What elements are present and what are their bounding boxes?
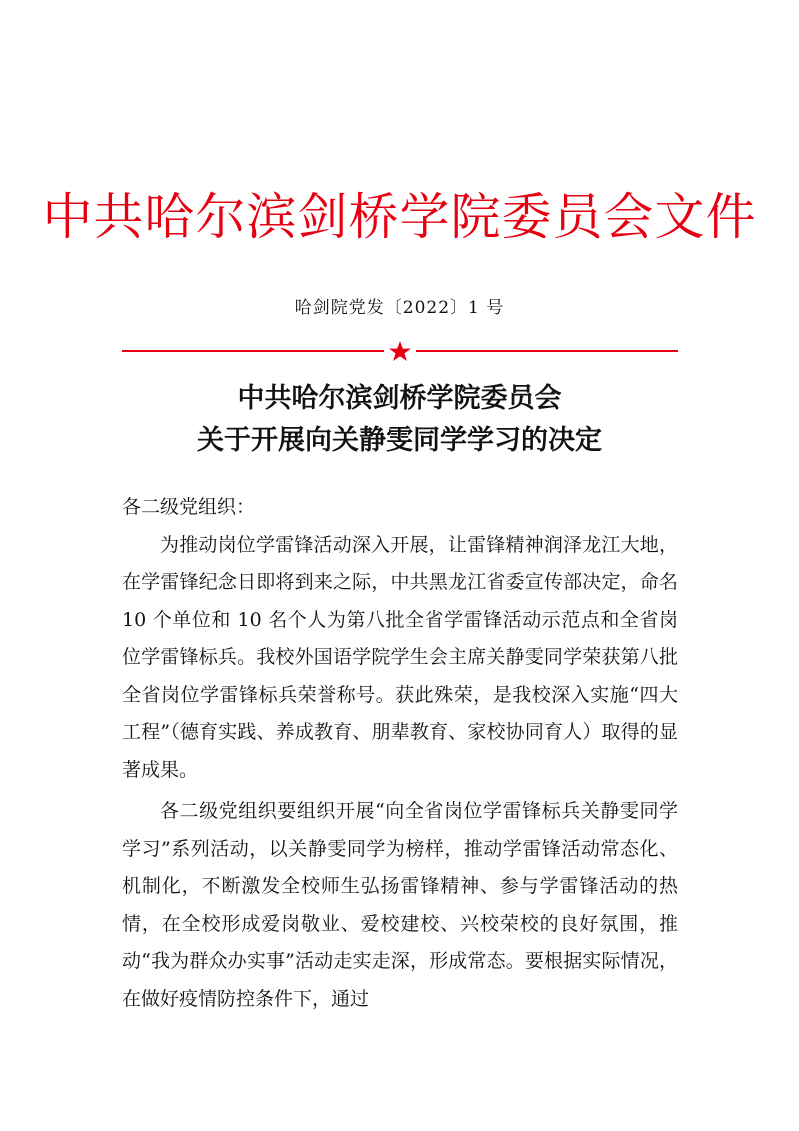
divider-line-right xyxy=(416,350,678,352)
header-divider xyxy=(122,340,678,362)
document-body xyxy=(122,489,678,1018)
divider-line-left xyxy=(122,350,384,352)
body-paragraph: 各二级党组织要组织开展“向全省岗位学雷锋标兵关静雯同学学习”系列活动，以关静雯同学为榜样，推动学雷锋活动常态化、机制化，不断激发全校师生弘扬雷锋精神、参与学雷锋活动的热情，在全校形成爱岗敬业、爱校建校、兴校荣校的良好氛围，推动“我为群众办实事”活动走实走深，形成常态。要根据实际情况，在做好疫情防控条件下，通过 xyxy=(122,800,678,1010)
title-line-1: 中共哈尔滨剑桥学院委员会 xyxy=(237,383,562,414)
document-header-title: 中共哈尔滨剑桥学院委员会文件 xyxy=(42,188,757,246)
title-line-2: 关于开展向关静雯同学学习的决定 xyxy=(197,425,602,456)
body-paragraph: 为推动岗位学雷锋活动深入开展，让雷锋精神润泽龙江大地，在学雷锋纪念日即将到来之际，中共黑龙江省委宣传部决定，命名 10 个单位和 10 名个人为第八批全省学雷锋活动示范点和全省岗位学雷锋标兵。我校外国语学院学生会主席关静雯同学荣获第八批全省岗位学雷锋标兵荣誉称号。获此殊荣，是我校深入实施“四大工程”（德育实践、养成教育、朋辈教育、家校协同育人）取得的显著成果。 xyxy=(122,533,678,781)
document-number: 哈剑院党发〔2022〕1 号 xyxy=(294,298,505,318)
document-title xyxy=(0,378,799,462)
salutation: 各二级党组织： xyxy=(122,496,256,518)
star-icon xyxy=(388,340,412,362)
